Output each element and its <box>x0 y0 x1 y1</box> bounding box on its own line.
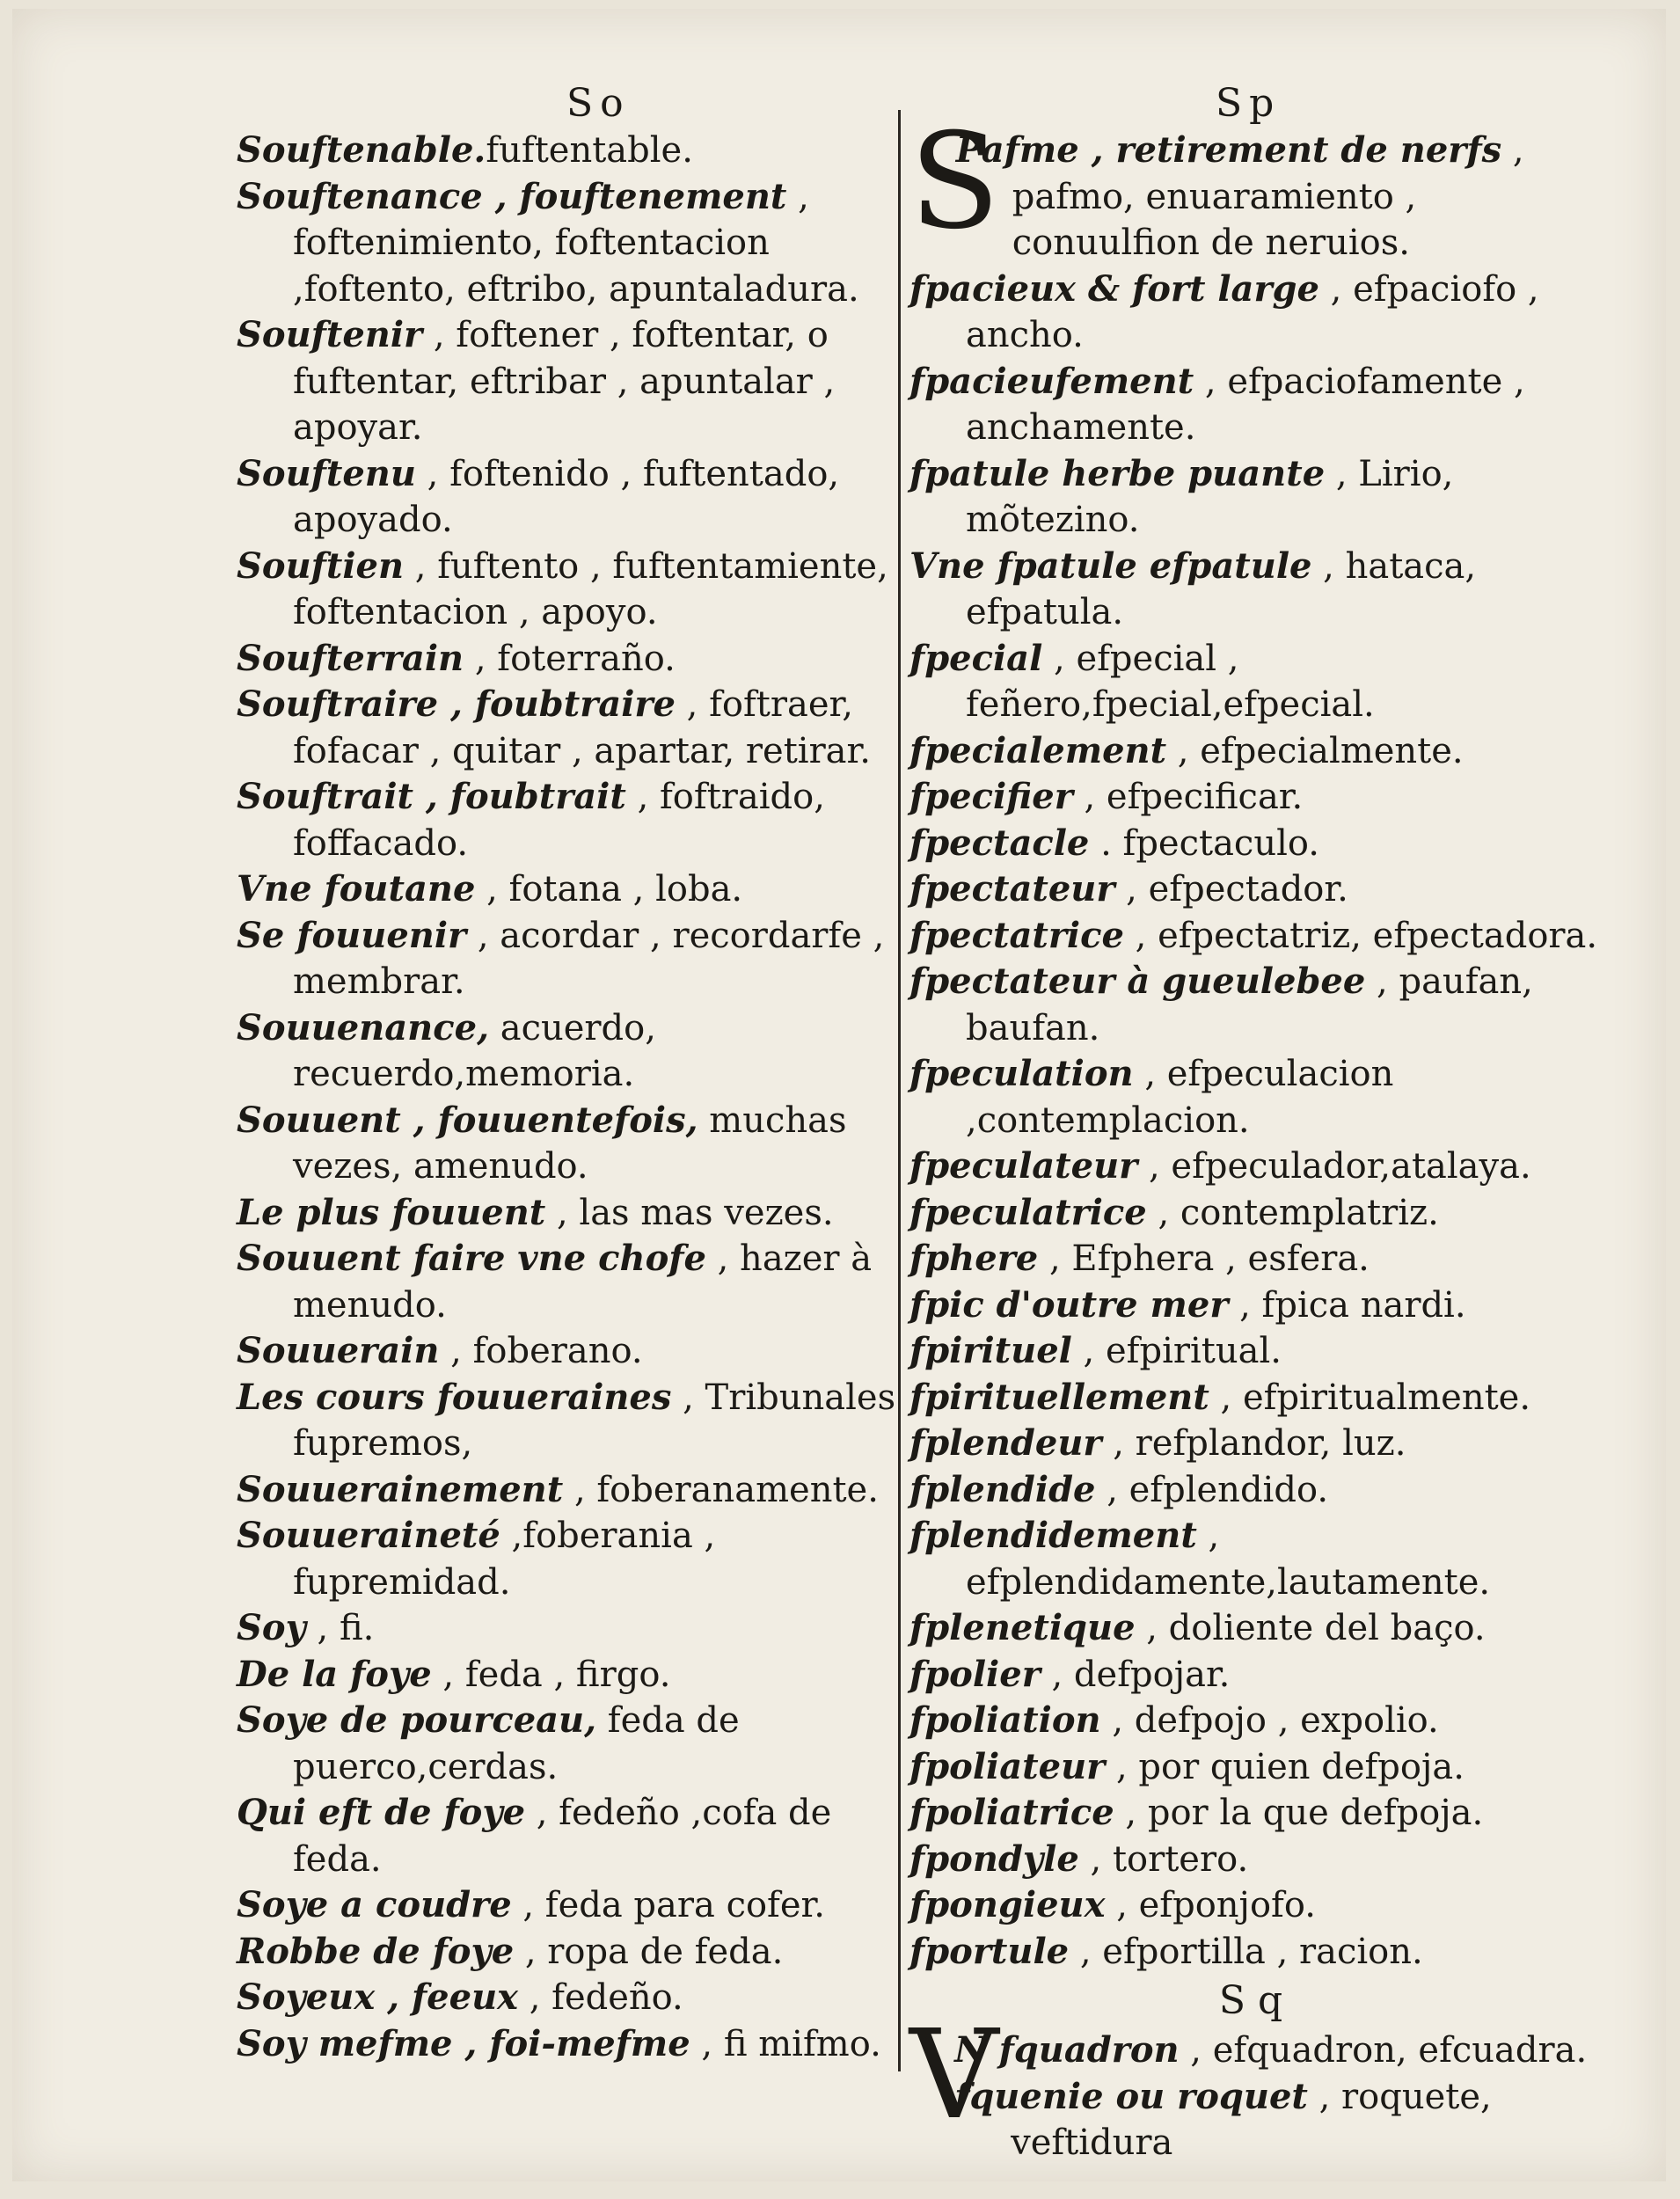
dictionary-entry <box>237 312 905 451</box>
dictionary-entry <box>909 2074 1604 2166</box>
entry-translation: feda de puerco,cerdas. <box>293 1700 740 1787</box>
entry-headword: Souftenu <box>237 452 416 494</box>
entry-headword: fpeculation <box>909 1053 1134 1094</box>
entry-headword: fpacieux & fort large <box>909 267 1319 310</box>
entry-translation: , por quien defpoja. <box>1105 1746 1465 1787</box>
dictionary-entry <box>909 913 1604 960</box>
entry-headword: fplendide <box>909 1468 1096 1510</box>
dictionary-entry <box>909 866 1604 913</box>
entry-headword: fpectacle <box>909 822 1090 864</box>
entry-translation: , feda para cofer. <box>511 1885 825 1925</box>
dictionary-entry <box>237 1190 905 1237</box>
dictionary-entry <box>909 959 1604 1051</box>
dictionary-entry <box>909 1051 1604 1143</box>
entry-translation: fuftentable. <box>486 130 693 171</box>
dictionary-entry <box>909 1467 1604 1514</box>
entry-translation: ,foberania , fupremidad. <box>293 1516 716 1603</box>
dictionary-entry <box>909 1236 1604 1282</box>
entry-headword: Soyeux , feeux <box>237 1976 518 2018</box>
entry-headword: fpecialement <box>909 729 1167 771</box>
entry-headword: fpecial <box>909 637 1043 679</box>
entry-headword: Le plus fouuent <box>237 1191 546 1233</box>
book-page <box>12 9 1666 2181</box>
entry-translation: , pafmo, enuaramiento , conuulfion de neruios. <box>1012 130 1524 263</box>
entry-headword: N fquadron <box>954 2029 1180 2071</box>
entry-translation: , hataca, efpatula. <box>966 545 1477 632</box>
entry-translation: , Tribunales fupremos, <box>293 1377 896 1464</box>
entry-translation: , contemplatriz. <box>1146 1192 1439 1233</box>
entry-translation: , fotana , loba. <box>475 869 743 910</box>
dictionary-entry <box>909 774 1604 821</box>
dictionary-entry <box>909 1837 1604 1883</box>
entry-headword: Souuenance, <box>237 1006 489 1048</box>
dictionary-entry <box>909 267 1604 359</box>
entry-headword: fpeculatrice <box>909 1191 1147 1233</box>
dictionary-entry <box>237 1882 905 1929</box>
dictionary-entry <box>909 821 1604 867</box>
entry-translation: , refplandor, luz. <box>1101 1423 1406 1464</box>
entry-headword: fplenetique <box>909 1607 1136 1648</box>
entry-translation: , paufan, baufan. <box>966 961 1533 1048</box>
right-column-header: Sp <box>1216 81 1282 126</box>
dictionary-entry <box>909 451 1604 544</box>
dictionary-entry <box>909 1929 1604 1976</box>
entry-headword: fpeculateur <box>909 1145 1138 1187</box>
dictionary-entry <box>909 1698 1604 1744</box>
entry-translation: , efpiritual. <box>1071 1331 1282 1371</box>
drop-cap-s: S <box>909 106 1000 259</box>
entry-headword: fplendeur <box>909 1422 1102 1464</box>
entry-headword: Souftraire , foubtraire <box>237 683 676 725</box>
entry-translation: , fedeño. <box>518 1977 683 2018</box>
entry-headword: Soye de pourceau, <box>237 1699 597 1741</box>
dictionary-entry <box>909 1282 1604 1329</box>
dictionary-entry <box>909 1744 1604 1791</box>
dictionary-entry <box>909 1513 1604 1605</box>
entry-headword: Souftenir <box>237 314 423 355</box>
entry-headword: De la foye <box>237 1653 432 1695</box>
entry-translation: . fpectaculo. <box>1089 822 1319 864</box>
entry-headword: fquenie ou roquet <box>954 2075 1308 2117</box>
entry-headword: Souuerainement <box>237 1468 564 1510</box>
entry-headword: fpondyle <box>909 1837 1079 1880</box>
entry-headword: fpoliateur <box>909 1745 1106 1787</box>
entry-translation: , efplendidamente,lautamente. <box>966 1516 1491 1603</box>
entry-headword: Souuent , fouuentefois, <box>237 1099 698 1141</box>
entry-headword: Soy mefme , foi-mefme <box>237 2022 690 2064</box>
entry-headword: fpectateur à gueulebee <box>909 961 1366 1002</box>
entry-headword: Qui eft de foye <box>237 1792 526 1833</box>
entry-headword: fpirituellement <box>909 1376 1209 1418</box>
entry-translation: , efpecificar. <box>1072 777 1304 817</box>
dictionary-entry <box>237 774 905 866</box>
drop-cap-v: V <box>909 2004 999 2147</box>
entry-translation: , acordar , recordarfe , membrar. <box>293 915 885 1002</box>
dictionary-entry <box>237 1929 905 1976</box>
entry-headword: Soye a coudre <box>237 1884 512 1925</box>
dictionary-entry <box>237 682 905 774</box>
dictionary-entry <box>237 1375 905 1467</box>
dictionary-entry <box>237 128 905 174</box>
entry-translation: , efpectador. <box>1114 869 1348 910</box>
entry-translation: muchas vezes, amenudo. <box>293 1100 847 1187</box>
dictionary-entry <box>909 1190 1604 1237</box>
entry-translation: , efpeculacion ,contemplacion. <box>966 1054 1394 1141</box>
dictionary-entry <box>909 1790 1604 1837</box>
entry-translation: , efpectatriz, efpectadora. <box>1123 915 1598 956</box>
entry-headword: fportule <box>909 1930 1070 1972</box>
entry-translation: , foterraño. <box>464 638 676 679</box>
dictionary-entry <box>237 1328 905 1375</box>
dictionary-entry <box>909 544 1604 636</box>
entry-headword: Souftenable. <box>237 129 486 171</box>
entry-translation: , foftraer, fofacar , quitar , apartar, retirar. <box>293 684 871 771</box>
entry-headword: fpoliation <box>909 1699 1101 1741</box>
entry-translation: , efpaciofamente , anchamente. <box>966 361 1525 448</box>
dictionary-entry <box>237 636 905 683</box>
entry-headword: fplendidement <box>909 1515 1197 1556</box>
entry-translation: , por la que defpoja. <box>1114 1793 1484 1833</box>
entry-headword: fpacieufement <box>909 360 1194 402</box>
entry-translation: , efpecial , feñero,fpecial,efpecial. <box>966 638 1375 725</box>
dictionary-entry <box>909 1882 1604 1929</box>
left-column-header: So <box>566 81 631 126</box>
entry-headword: Soy <box>237 1607 306 1648</box>
dictionary-entry <box>237 1652 905 1699</box>
dictionary-entry <box>909 359 1604 451</box>
entry-headword: Souftenance , fouftenement <box>237 175 787 217</box>
column-divider <box>898 110 901 2071</box>
right-entry-list <box>909 267 1604 1976</box>
entry-translation: , efpaciofo , ancho. <box>966 268 1539 355</box>
entry-translation: , defpojar. <box>1040 1654 1231 1695</box>
dictionary-entry <box>237 1698 905 1790</box>
entry-headword: Souftien <box>237 544 405 587</box>
entry-translation: , efplendido. <box>1095 1469 1329 1510</box>
dictionary-entry <box>237 1467 905 1514</box>
dictionary-entry <box>237 1236 905 1328</box>
entry-translation: , efpecialmente. <box>1166 730 1464 771</box>
left-entries <box>237 128 905 2067</box>
dictionary-entry <box>237 1098 905 1190</box>
dictionary-entry <box>909 1375 1604 1421</box>
entry-headword: Souftrait , foubtrait <box>237 776 626 817</box>
dictionary-entry <box>237 1005 905 1098</box>
entry-translation: , efponjofo. <box>1105 1885 1316 1925</box>
entry-headword: Souuerain <box>237 1330 440 1371</box>
dictionary-entry <box>237 451 905 544</box>
entry-translation: , defpojo , expolio. <box>1100 1700 1439 1741</box>
entry-translation: , foberano. <box>439 1331 643 1371</box>
entry-headword: fpatule herbe puante <box>909 452 1326 494</box>
entry-headword: Soufterrain <box>237 637 464 679</box>
entry-headword: fpoliatrice <box>909 1792 1114 1833</box>
dictionary-entry <box>909 1605 1604 1652</box>
entry-translation: , fuftento , fuftentamiente, foftentacion , apoyo. <box>293 545 888 632</box>
entry-translation: , doliente del baço. <box>1135 1608 1486 1648</box>
entry-headword: fpolier <box>909 1653 1041 1695</box>
entry-translation: , feda , firgo. <box>431 1654 671 1695</box>
entry-translation: , fi mifmo. <box>690 2023 881 2064</box>
entry-translation: , Lirio, mõtezino. <box>966 453 1454 540</box>
entry-headword: fphere <box>909 1238 1039 1279</box>
entry-translation: , efpeculador,atalaya. <box>1137 1146 1531 1187</box>
entry-translation: , fpica nardi. <box>1228 1284 1466 1326</box>
entry-headword: Pafme , retirement de nerfs <box>955 129 1502 171</box>
entry-translation: , fedeño ,cofa de feda. <box>293 1793 832 1880</box>
entry-translation: , efpiritualmente. <box>1209 1377 1531 1418</box>
entry-headword: fpectatrice <box>909 914 1124 956</box>
entry-translation: , fi. <box>305 1608 375 1648</box>
dictionary-entry <box>237 1513 905 1605</box>
entry-headword: Les cours fouueraines <box>237 1376 672 1418</box>
entry-translation: acuerdo, recuerdo,memoria. <box>293 1007 656 1094</box>
right-entries <box>909 106 1604 2166</box>
entry-translation: , las mas vezes. <box>545 1192 834 1233</box>
dictionary-entry <box>909 1421 1604 1467</box>
dictionary-entry <box>909 636 1604 728</box>
dictionary-entry <box>909 728 1604 775</box>
entry-translation: , foftenimiento, foftentacion ,foftento, eftribo, apuntaladura. <box>293 176 859 310</box>
entry-translation: , ropa de feda. <box>514 1931 784 1972</box>
entry-translation: , hazer à menudo. <box>293 1238 873 1326</box>
dictionary-entry <box>237 544 905 636</box>
entry-headword: fpongieux <box>909 1884 1106 1925</box>
entry-headword: Souueraineté <box>237 1515 500 1556</box>
sq-entry-list <box>909 2074 1604 2166</box>
dictionary-entry <box>909 1143 1604 1190</box>
entry-headword: fpic d'outre mer <box>909 1283 1229 1326</box>
entry-headword: fpecifier <box>909 776 1073 817</box>
entry-headword: fpectateur <box>909 868 1115 910</box>
dictionary-entry <box>909 1328 1604 1375</box>
dictionary-entry <box>237 2021 905 2068</box>
entry-translation: , efportilla , racion. <box>1069 1931 1423 1972</box>
dictionary-entry <box>237 866 905 913</box>
entry-headword: Robbe de foye <box>237 1930 515 1972</box>
entry-translation: , efquadron, efcuadra. <box>1179 2030 1588 2071</box>
entry-translation: , tortero. <box>1078 1838 1249 1880</box>
dictionary-entry <box>237 174 905 313</box>
entry-translation: , foftenido , fuftentado, apoyado. <box>293 453 840 540</box>
entry-headword: Se fouuenir <box>237 914 467 956</box>
entry-headword: Souuent faire vne chofe <box>237 1238 706 1279</box>
entry-headword: fpirituel <box>909 1330 1072 1371</box>
entry-translation: , foberanamente. <box>563 1469 879 1510</box>
dictionary-entry <box>237 1975 905 2021</box>
dictionary-entry <box>909 1652 1604 1699</box>
entry-translation: , Efphera , esfera. <box>1038 1238 1370 1279</box>
entry-translation: , foftraido, foffacado. <box>293 777 825 864</box>
dictionary-entry <box>237 913 905 1005</box>
entry-translation: , roquete, veftidura <box>1011 2076 1492 2163</box>
dictionary-entry <box>237 1790 905 1882</box>
dictionary-entry <box>237 1605 905 1652</box>
section-header-sq: Sq <box>1218 1978 1296 2023</box>
entry-headword: Vne foutane <box>237 868 476 910</box>
entry-translation: , foftener , foftentar, o fuftentar, eftribar , apuntalar , apoyar. <box>293 315 836 448</box>
entry-headword: Vne fpatule efpatule <box>909 544 1312 587</box>
entry-spasme <box>909 106 1604 267</box>
